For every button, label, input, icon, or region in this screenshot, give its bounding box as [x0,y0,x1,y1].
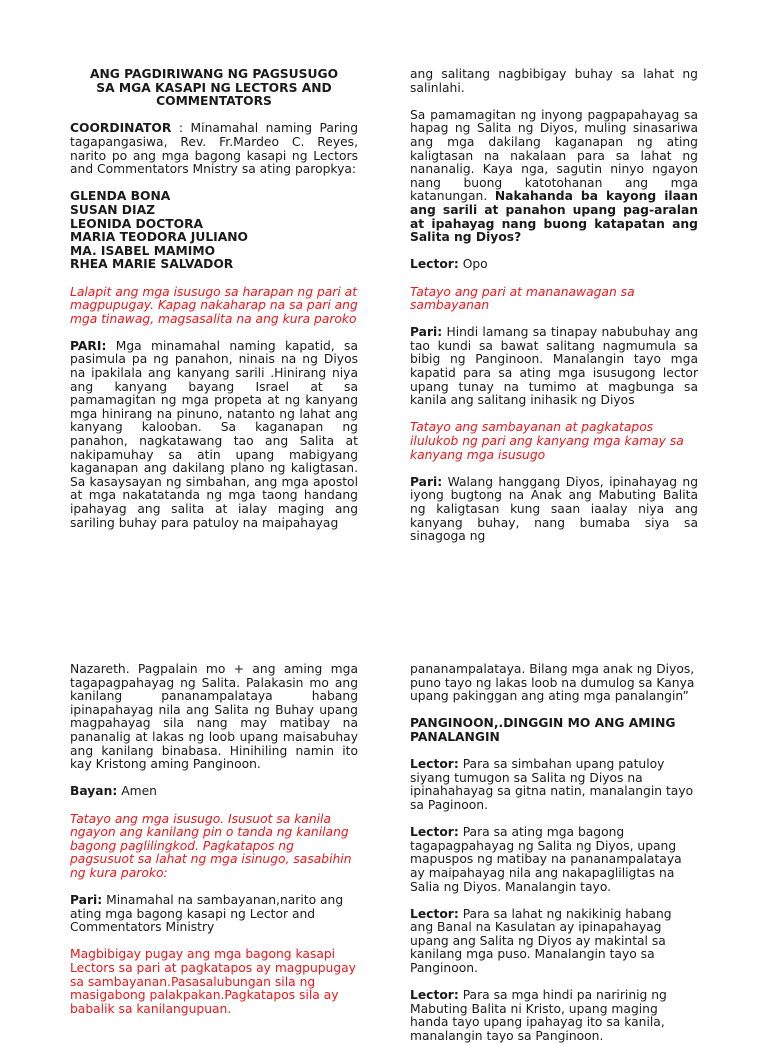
pari-paragraph-1 [70,340,358,530]
lector-response [410,258,698,272]
speaker-label: Lector: [410,825,459,840]
question-bold: Nakahanda ba kayong ilaan ang sarili at panahon upang pag-aralan at ipahayag nang buong katapatan ang Salita ng Diyos? [410,189,698,245]
petition-item [410,908,698,976]
list-item: LEONIDA DOCTORA [70,216,204,231]
column-2-bottom [410,662,698,1044]
coordinator-label: COORDINATOR [70,121,172,136]
speaker-label: Bayan: [70,784,118,799]
speech-text: Hindi lamang sa tinapay nabubuhay ang tao kundi sa bawat salitang nagmumula sa bibig ng Panginoon. Manalangin tayo mga kapatid para sa ating mga isusugong lector upang tunay na tumimo at magbunga sa kanila ang salitang inihasik ng Diyos [410,325,698,408]
rubric-hands: Tatayo ang sambayanan at pagkatapos ilulukob ng pari ang kanyang mga kamay sa kanyang mga isusugo [410,420,684,462]
column-1-bottom [70,663,358,1024]
rubric-approach: Lalapit ang mga isusugo sa harapan ng pari at magpupugay. Kapag nakaharap na sa pari ang mga tinawag, magsasalita na ang kura paroko [70,284,358,326]
list-item: RHEA MARIE SALVADOR [70,257,234,272]
bayan-response [70,785,358,799]
petition-item [410,826,698,894]
faith-paragraph: pananampalataya. Bilang mga anak ng Diyos, puno tayo ng lakas loob na dumulog sa Kanya upang pakinggan ang ating mga panalangin” [410,662,695,704]
speaker-label: Pari: [410,325,443,340]
document-title: ANG PAGDIRIWANG NG PAGSUSUGO SA MGA KASAPI NG LECTORS AND COMMENTATORS [89,67,339,109]
speech-text: Para sa mga hindi pa naririnig ng Mabuting Balita ni Kristo, upang maging handa tayo upang ipahayag ito sa kanila, manalangin tayo sa Panginoon. [410,988,667,1044]
list-item: MA. ISABEL MAMIMO [70,243,216,258]
names-list [70,190,358,272]
petition-item [410,758,698,812]
speech-text: Opo [458,257,488,272]
speech-text: Mga minamahal naming kapatid, sa pasimula pa ng panahon, ninais na ng Diyos na ipakilala ang kanyang sarili .Hinirang niya ang kanyang bayang Israel at sa pamamagitan ng mga propeta at ng kanyang mga hinirang na pinuno, natanto ng lahat ang kanyang kalooban. Sa kaganapan ng panahon, nagkatawang tao ang Salita at nakipamuhay sa atin upang mabigyang kaganapan ang dakilang plano ng kaligtasan. Sa kasaysayan ng simbahan, ang mga apostol at mga nakatatanda ng mga taong handang ipahayag ang salita at ialay maging ang sariling buhay para patuloy na maipahayag [70,338,358,530]
continued-paragraph: ang salitang nagbibigay buhay sa lahat ng salinlahi. [410,67,698,95]
list-item: MARIA TEODORA JULIANO [70,230,248,245]
blessing-paragraph: Nazareth. Pagpalain mo + ang aming mga tagapagpahayag ng Salita. Palakasin mo ang kanilang pananampalataya habang ipinapahayag nila ang Salita ng Buhay upang magpahayag sila nang may matibay na pananalig at lakas ng loob upang maisabuhay ang kanilang binabasa. Hinihiling namin ito kay Kristong aming Panginoon. [70,662,358,772]
pari-paragraph-4 [70,894,358,935]
rubric-salute: Magbibigay pugay ang mga bagong kasapi Lectors sa pari at pagkatapos ay magpupugay sa sambayanan.Pasasalubungan sila ng masigabong palakpakan.Pagkatapos sila ay babalik sa kanilangupuan. [70,947,356,1016]
rubric-priest-stands: Tatayo ang pari at mananawagan sa sambayanan [410,284,635,313]
list-item: SUSAN DIAZ [70,202,156,217]
pari-paragraph-2 [410,326,698,408]
speech-text: Minamahal na sambayanan,narito ang ating mga bagong kasapi ng Lector and Commentators Ministry [70,893,344,935]
speaker-label: PARI: [70,338,107,353]
prayer-heading: PANGINOON,.DINGGIN MO ANG AMING PANALANGIN [410,716,676,744]
speaker-label: Lector: [410,257,459,272]
rubric-pin: Tatayo ang mga isusugo. Isusuot sa kanila ngayon ang kanilang pin o tanda ng kanilang bagong paglilingkod. Pagkatapos ng pagsusuot sa lahat ng mga isinugo, sasabihin ng kura paroko: [70,811,352,880]
speaker-label: Pari: [70,893,103,908]
column-1-top [70,67,358,530]
petition-item [410,989,698,1043]
question-text: Sa pamamagitan ng inyong pagpapahayag sa hapag ng Salita ng Diyos, muling sinasariwa ang mga dakilang kaganapan ng ating kaligtasan na nakalaan para sa lahat ng nananalig. Kaya nga, sagutin ninyo ngayon nang buong katotohanan ang mga katanungan. [410,107,698,204]
coordinator-paragraph [70,122,358,176]
speech-text: Para sa simbahan upang patuloy siyang tumugon sa Salita ng Diyos na ipinahahayag sa gitna natin, manalangin tayo sa Paginoon. [410,757,694,812]
coordinator-text: : Minamahal naming Paring tagapangasiwa, Rev. Fr.Mardeo C. Reyes, narito po ang mga bagong kasapi ng Lectors and Commentators Mnistry sa ating paropkya: [70,121,358,177]
speech-text: Amen [117,784,157,799]
pari-paragraph-3 [410,476,698,544]
column-2-top [410,67,698,544]
speaker-label: Lector: [410,988,459,1003]
speaker-label: Pari: [410,474,443,489]
speech-text: Para sa lahat ng nakikinig habang ang Banal na Kasulatan ay ipinapahayag upang ang Salita ng Diyos ay makintal sa kanilang mga puso. Manalangin tayo sa Panginoon. [410,906,672,976]
speaker-label: Lector: [410,906,459,921]
speech-text: Walang hanggang Diyos, ipinahayag ng iyong bugtong na Anak ang Mabuting Balita ng kaligtasan kung saan iaalay niya ang kanyang buhay, nang bumaba siya sa sinagoga ng [410,474,698,544]
speech-text: Para sa ating mga bagong tagapagpahayag ng Salita ng Diyos, upang mapuspos ng matibay na pananampalataya ay maipahayag nila ang nakapagliligtas na Salia ng Diyos. Manalangin tayo. [410,825,682,894]
question-paragraph [410,109,698,245]
speaker-label: Lector: [410,757,459,772]
list-item: GLENDA BONA [70,189,171,204]
